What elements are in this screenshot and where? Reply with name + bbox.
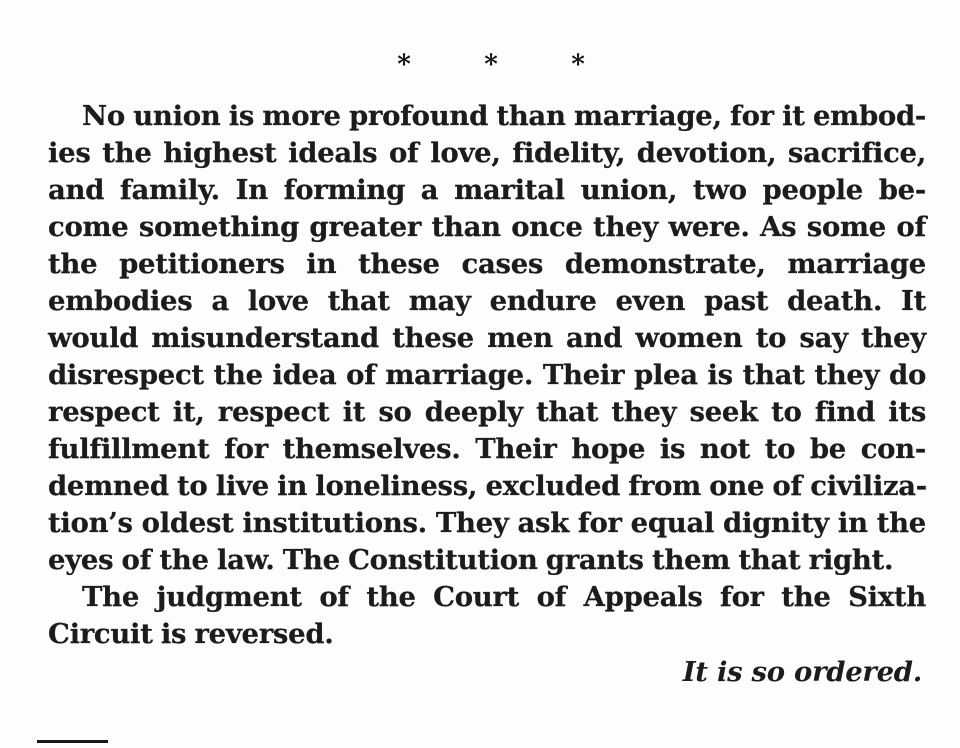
text-line: embodies a love that may endure even past death. It: [48, 285, 926, 317]
footnote-rule: [37, 740, 108, 743]
text-line: Circuit is reversed.: [48, 618, 334, 650]
text-line: fulfillment for themselves. Their hope is not to be con-: [48, 433, 926, 465]
separator-star: *: [484, 50, 498, 80]
paragraph-marriage: [48, 98, 926, 579]
text-line: the petitioners in these cases demonstrate, marriage: [48, 248, 926, 280]
separator-star: *: [397, 50, 411, 80]
text-line: tion’s oldest institutions. They ask for equal dignity in the: [48, 507, 926, 539]
text-line: No union is more profound than marriage, for it embod-: [82, 100, 926, 132]
text-line: respect it, respect it so deeply that they seek to find its: [48, 396, 926, 428]
separator-star: *: [571, 50, 585, 80]
opinion-text: [48, 98, 926, 653]
text-line: ies the highest ideals of love, fidelity, devotion, sacrifice,: [48, 137, 926, 169]
text-line: disrespect the idea of marriage. Their plea is that they do: [48, 359, 926, 391]
paragraph-judgment: [48, 579, 926, 653]
closing-order: It is so ordered.: [682, 656, 922, 688]
text-line: and family. In forming a marital union, two people be-: [48, 174, 926, 206]
text-line: The judgment of the Court of Appeals for the Sixth: [82, 581, 926, 613]
text-line: demned to live in loneliness, excluded from one of civiliza-: [48, 470, 927, 502]
text-line: would misunderstand these men and women to say they: [48, 322, 926, 354]
text-line: eyes of the law. The Constitution grants them that right.: [48, 544, 894, 576]
section-separator: [396, 50, 586, 80]
text-line: come something greater than once they were. As some of: [48, 211, 926, 243]
